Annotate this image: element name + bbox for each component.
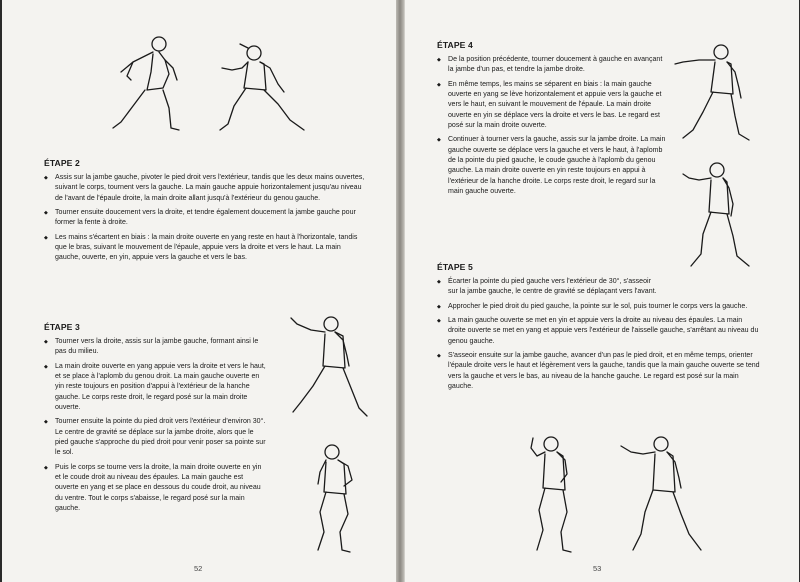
step3-list bbox=[44, 337, 266, 515]
step4-heading: ÉTAPE 4 bbox=[437, 40, 473, 50]
left-page bbox=[2, 0, 397, 582]
step5-heading: ÉTAPE 5 bbox=[437, 262, 473, 272]
step2-list bbox=[44, 173, 366, 264]
list-item: ◆ Les mains s'écartent en biais : la main droite ouverte en yang reste en haut à l'horizontale, tandis que le bras, suivant le mouvement de l'épaule, appuie vers la droite et vers le haut. La main gauche, ouverte, en yin, appuie vers la gauche et vers le bas. bbox=[44, 233, 366, 264]
step2-heading: ÉTAPE 2 bbox=[44, 158, 80, 168]
step3-section bbox=[44, 322, 266, 519]
figure-step3-b bbox=[300, 440, 370, 558]
list-item: ◆ Continuer à tourner vers la gauche, assis sur la jambe droite. La main gauche ouverte se déplace vers la gauche et vers le haut, à l'aplomb de la pointe du pied gauche, le coude gauche à l'aplomb du genou gauche. La main droite ouverte en yin reste toujours en appui à l'extérieur de la hanche droite. Le corps reste droit, le regard sur la main gauche ouverte. bbox=[437, 135, 669, 197]
list-item: ◆ Approcher le pied droit du pied gauche, la pointe sur le sol, puis tourner le corps vers la gauche. bbox=[437, 302, 761, 312]
figure-step5-a bbox=[515, 430, 587, 558]
list-item: ◆ Puis le corps se tourne vers la droite, la main droite ouverte en yin et le coude droit au niveau des épaules. La main gauche est ouverte en yang et se place en dessous du coude droit, au niveau du ventre. Tout le corps s'abaisse, le regard posé sur la main gauche. bbox=[44, 463, 266, 515]
list-item: ◆ En même temps, les mains se séparent en biais : la main gauche ouverte en yang se lève horizontalement et appuie vers la gauche et vers le haut, en suivant le mouvement de l'épaule. La main droite ouverte en yin se déplace vers la droite et vers le bas. Le regard est posé sur la main droite ouverte. bbox=[437, 80, 669, 132]
page-number-left: 52 bbox=[194, 564, 203, 573]
list-item: ◆ Assis sur la jambe gauche, pivoter le pied droit vers l'extérieur, tandis que les deux mains ouvertes, suivant le corps, tournent vers la gauche. La main gauche appuie horizontalement jusqu'au niveau de l'avant de l'épaule droite, la main droite allant jusqu'à l'extérieur du genou gauche. bbox=[44, 173, 366, 204]
list-item: ◆ La main gauche ouverte se met en yin et appuie vers la droite au niveau des épaules. La main droite ouverte se met en yang et appuie vers l'extérieur de l'aisselle gauche, s'arrêtant au niveau du genou gauche. bbox=[437, 316, 761, 347]
figure-step3-a bbox=[287, 312, 375, 424]
list-item: ◆ Tourner ensuite la pointe du pied droit vers l'extérieur d'environ 30°. Le centre de gravité se déplace sur la jambe droite, alors que le pied gauche s'approche du pied droit pour venir poser sa pointe sur le sol. bbox=[44, 417, 266, 458]
figure-step1-a bbox=[107, 32, 187, 140]
page-number-right: 53 bbox=[593, 564, 602, 573]
figure-step5-b bbox=[613, 430, 713, 558]
figure-step4-b bbox=[681, 158, 763, 276]
list-item: ◆ Tourner vers la droite, assis sur la jambe gauche, formant ainsi le pas du milieu. bbox=[44, 337, 266, 358]
list-item: ◆ La main droite ouverte en yang appuie vers la droite et vers le haut, et se place à l'aplomb du genou droit. La main gauche ouverte en yin reste toujours en position d'appui à l'extérieur de la hanche gauche. Le corps reste droit, le regard posé sur la main droite ouverte. bbox=[44, 362, 266, 414]
figure-step1-b bbox=[212, 40, 312, 140]
list-item: ◆ De la position précédente, tourner doucement à gauche en avançant la jambe d'un pas, et tendre la jambe droite. bbox=[437, 55, 669, 76]
step3-heading: ÉTAPE 3 bbox=[44, 322, 80, 332]
list-item: ◆ Écarter la pointe du pied gauche vers l'extérieur de 30°, s'asseoir sur la jambe gauche, le centre de gravité se déplaçant vers l'avant. bbox=[437, 277, 658, 298]
step5-list bbox=[437, 277, 761, 392]
list-item: ◆ S'asseoir ensuite sur la jambe gauche, avancer d'un pas le pied droit, et en même temps, orienter l'épaule droite vers le haut et légèrement vers la gauche, tandis que la main gauche ouverte se tend vers la gauche et vers le bas, au niveau de la hanche gauche. Le regard est posé sur la main gauche. bbox=[437, 351, 761, 392]
step2-section bbox=[44, 158, 366, 268]
step4-list bbox=[437, 55, 669, 197]
step5-section bbox=[437, 262, 761, 396]
step4-section bbox=[437, 40, 669, 201]
right-page bbox=[404, 0, 799, 582]
figure-step4-a bbox=[669, 40, 765, 146]
book-gutter bbox=[396, 0, 404, 582]
list-item: ◆ Tourner ensuite doucement vers la droite, et tendre également doucement la jambe gauche pour former la fente à droite. bbox=[44, 208, 366, 229]
